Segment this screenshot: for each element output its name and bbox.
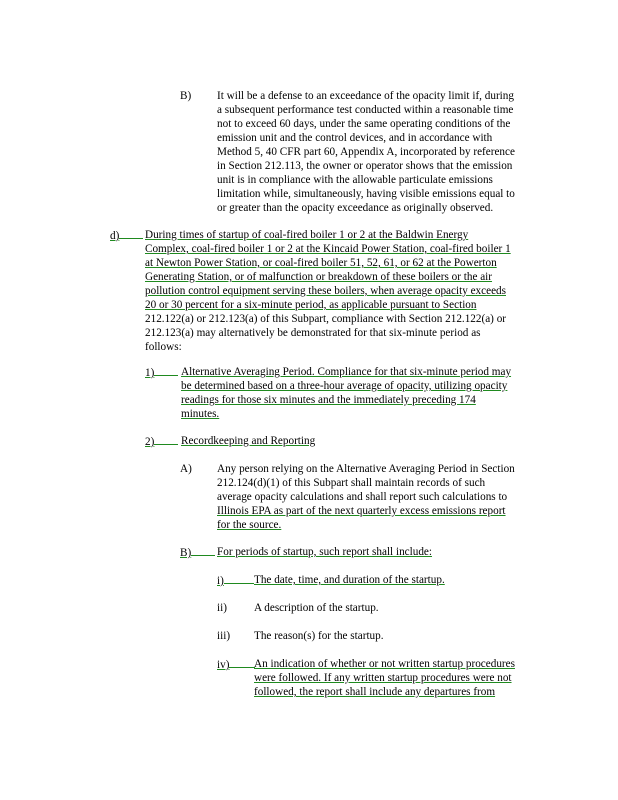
item-i-label: i) bbox=[217, 573, 254, 588]
item-1-label: 1) bbox=[145, 365, 178, 380]
item-iv-text: An indication of whether or not written startup procedures were followed. If any written startup procedures were not followed, the report shall include any departures from bbox=[254, 658, 515, 698]
item-2b-label: B) bbox=[180, 545, 215, 560]
paragraph-d-label: d) bbox=[110, 228, 143, 243]
item-ii-label: ii) bbox=[217, 602, 227, 614]
item-2a-text: Any person relying on the Alternative Averaging Period in Section 212.124(d)(1) of this Subpart shall maintain records of such average opacity calculations and shall report such calculations to Illinois EPA as part of the next quarterly excess emissions report for the source. bbox=[217, 463, 515, 531]
item-iii-text: The reason(s) for the startup. bbox=[254, 630, 384, 642]
paragraph-b-label: B) bbox=[180, 90, 192, 102]
paragraph-b-text: It will be a defense to an exceedance of the opacity limit if, during a subsequent performance test conducted within a reasonable time not to exceed 60 days, under the same operating conditions of the emission unit and the control devices, and in accordance with Method 5, 40 CFR part 60, Appendix A, incorporated by reference in Section 212.113, the owner or operator shows that the emission unit is in compliance with the allowable particulate emissions limitation while, simultaneously, having visible emissions equal to or greater than the opacity exceedance as originally observed. bbox=[217, 90, 515, 214]
paragraph-d-text: During times of startup of coal-fired boiler 1 or 2 at the Baldwin Energy Complex, coal-fired boiler 1 or 2 at the Kincaid Power Station, coal-fired boiler 1 at Newton Power Station, or coal-fired boiler 51, 52, 61, or 62 at the Powerton Generating Station, or of malfunction or breakdown of these boilers or the air pollution control equipment serving these boilers, when average opacity exceeds 20 or 30 percent for a six-minute period, as applicable pursuant to Section 212.122(a) or 212.123(a) of this Subpart, compliance with Section 212.122(a) or 212.123(a) may alternatively be demonstrated for that six-minute period as follows: bbox=[145, 229, 511, 353]
item-iii-label: iii) bbox=[217, 630, 231, 642]
item-2-heading: Recordkeeping and Reporting bbox=[181, 435, 316, 447]
item-1-text: Alternative Averaging Period. Compliance for that six-minute period may be determined based on a three-hour average of opacity, utilizing opacity readings for those six minutes and the immediately preceding 174 minutes. bbox=[181, 366, 512, 420]
item-2a-label: A) bbox=[180, 463, 192, 475]
item-2b-text: For periods of startup, such report shall include: bbox=[217, 546, 433, 558]
item-i-text: The date, time, and duration of the startup. bbox=[254, 574, 445, 586]
item-ii-text: A description of the startup. bbox=[254, 602, 379, 614]
item-2-label: 2) bbox=[145, 434, 178, 449]
item-iv-label: iv) bbox=[217, 657, 255, 672]
